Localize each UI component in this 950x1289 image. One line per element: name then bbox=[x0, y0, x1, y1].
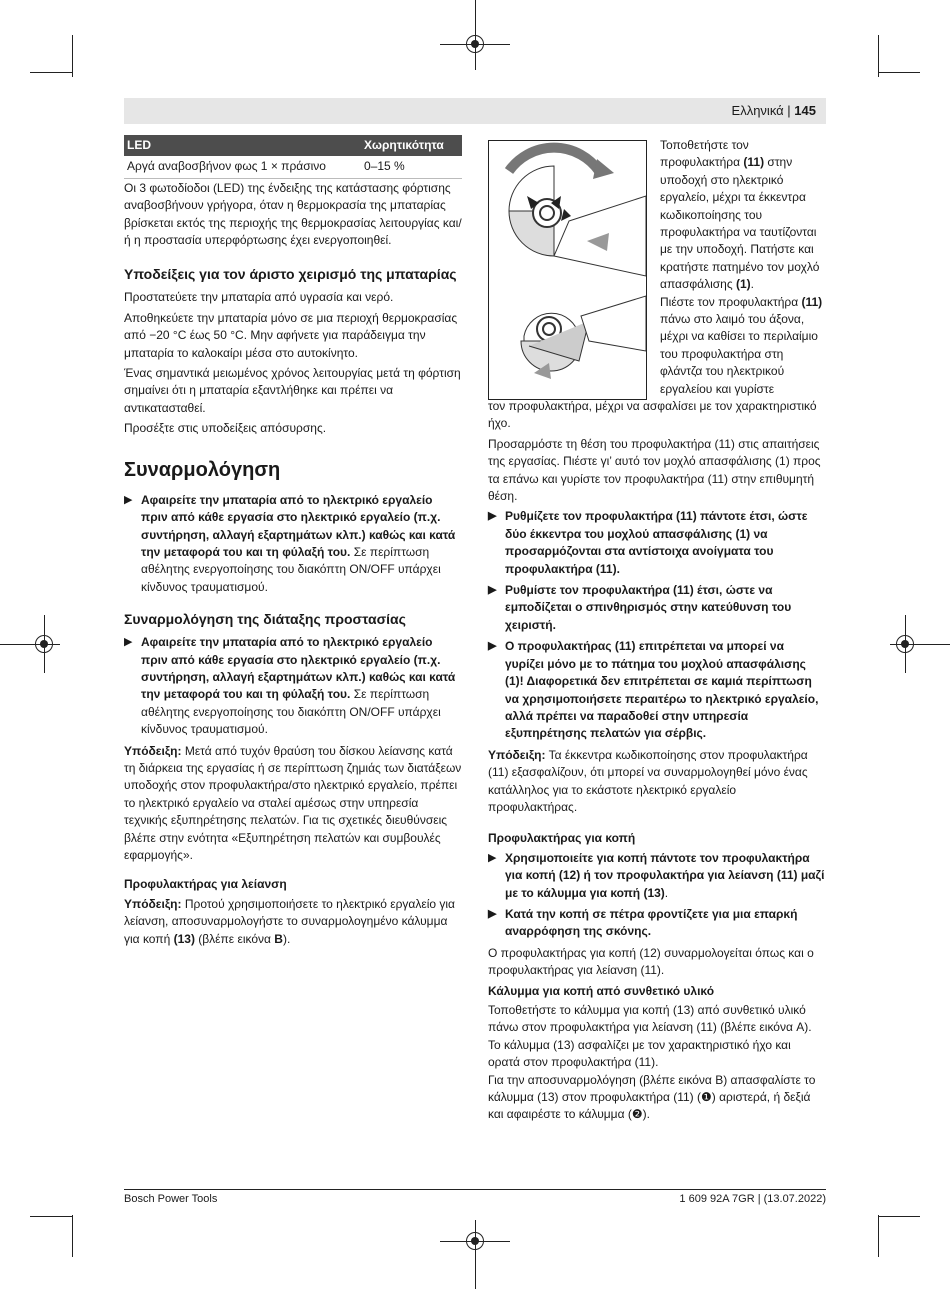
crop-mark bbox=[878, 35, 879, 77]
note-label: Υπόδειξη: bbox=[488, 747, 546, 762]
bullet-text: Ρυθμίστε τον προφυλακτήρα (11) έτσι, ώστε να εμποδίζεται ο σπινθηρισμός στην κατεύθυνση του χειριστή. bbox=[505, 583, 792, 632]
note-label: Υπόδειξη: bbox=[124, 896, 182, 911]
ref-number: (11) bbox=[743, 155, 765, 170]
tool-body-icon bbox=[554, 196, 646, 276]
guard-assembly-figure bbox=[488, 140, 647, 400]
text: στην υποδοχή στο ηλεκτρικό εργαλείο, μέχρι τα έκκεντρα κωδικοποίησης του προφυλακτήρα να ταυτίζονται με την υποδοχή. Πατήστε και κρατήστε πατημένο τον μοχλό απασφάλισης bbox=[660, 155, 820, 292]
bullet-triangle-icon: ▶ bbox=[488, 851, 497, 864]
heading-cutting-guard: Προφυλακτήρας για κοπή bbox=[488, 831, 636, 846]
note-text: ). bbox=[282, 931, 291, 946]
crop-mark bbox=[475, 1220, 476, 1289]
bullet-text: Ο προφυλακτήρας (11) επιτρέπεται να μπορεί να γυρίζει μόνο με το πάτημα του μοχλού απασφάλισης (1)! Διαφορετικά δεν επιτρέπεται σε καμιά περίπτωση να χρησιμοποιήσετε περαιτέρω το ηλεκτρικό εργαλείο, αλλά πρέπει να παραδοθεί στην υπηρεσία εξυπηρέτησης πελατών για σέρβις. bbox=[505, 639, 819, 741]
left-column bbox=[124, 135, 462, 951]
ref-number: (1) bbox=[735, 277, 751, 292]
note-label: Υπόδειξη: bbox=[124, 743, 182, 758]
heading-assembly: Συναρμολόγηση bbox=[124, 458, 281, 481]
footer-doc-id: 1 609 92A 7GR | (13.07.2022) bbox=[679, 1193, 826, 1205]
bullet-text: Κατά την κοπή σε πέτρα φροντίζετε για μια επαρκή αναρρόφηση της σκόνης. bbox=[505, 906, 798, 939]
heading-protection-assembly: Συναρμολόγηση της διάταξης προστασίας bbox=[124, 611, 406, 628]
paragraph: Αποθηκεύετε την μπαταρία μόνο σε μια περιοχή θερμοκρασίας από −20 °C έως 50 °C. Μην αφήνετε για παράδειγμα την μπαταρία το καλοκαίρι μέσα στο αυτοκίνητο. bbox=[124, 310, 458, 360]
crop-mark bbox=[878, 1215, 879, 1257]
crop-mark bbox=[30, 1216, 72, 1217]
ref-number: (13) bbox=[173, 931, 195, 946]
header-text: Ελληνικά | 145 bbox=[731, 103, 816, 118]
bullet-text: Σε περίπτωση αθέλητης ενεργοποίησης του διακόπτη ON/OFF υπάρχει κίνδυνος τραυματισμού. bbox=[141, 687, 441, 737]
registration-mark bbox=[35, 635, 53, 653]
page-number: 145 bbox=[794, 103, 816, 118]
note-paragraph bbox=[124, 743, 462, 865]
header-language: Ελληνικά bbox=[731, 103, 784, 118]
bullet-text: Ρυθμίζετε τον προφυλακτήρα (11) πάντοτε έτσι, ώστε δύο έκκεντρα του μοχλού απασφάλισης (1) να προσαρμόζονται στα αντίστοιχα ανοίγματα του προφυλακτήρα (11). bbox=[505, 509, 808, 576]
led-table-cell: Αργά αναβοσβήνον φως 1 × πράσινο bbox=[124, 156, 361, 178]
led-note: Οι 3 φωτοδίοδοι (LED) της ένδειξης της κατάστασης φόρτισης αναβοσβήνουν γρήγορα, όταν η θερμοκρασία της μπαταρίας βρίσκεται εκτός της περιοχής της θερμοκρασίας λειτουργίας και/ή η προστασία υπερφόρτωσης έχει ενεργοποιηθεί. bbox=[124, 180, 462, 248]
warning-bullet bbox=[124, 634, 462, 738]
warning-bullet bbox=[488, 638, 826, 742]
heading-cutting-cover: Κάλυμμα για κοπή από συνθετικό υλικό bbox=[488, 983, 715, 998]
note-text: Μετά από τυχόν θραύση του δίσκου λείανσης κατά τη διάρκεια της εργασίας ή σε περίπτωση ζημιάς των διατάξεων υποδοχής στον προφυλακτήρα/στο ηλεκτρικό εργαλείο, πρέπει το ηλεκτρικό εργαλείο να σταλεί αμέσως στην υπηρεσία τεχνικής εξυπηρέτησης πελατών. Για τις σχετικές διευθύνσεις βλέπε στην ενότητα «Εξυπηρέτηση πελατών και συμβουλές εφαρμογής». bbox=[124, 743, 462, 862]
led-table bbox=[124, 135, 462, 179]
right-column bbox=[488, 398, 826, 1127]
text: Τοποθετήστε τον προφυλακτήρα bbox=[660, 138, 749, 170]
bullet-bold-text: Αφαιρείτε την μπαταρία από το ηλεκτρικό εργαλείο πριν από κάθε εργασία στο ηλεκτρικό εργαλείο (π.χ. συντήρηση, αλλαγή εξαρτημάτων κλπ.) καθώς και κατά την μεταφορά του και τη φύλαξή του. bbox=[141, 635, 456, 702]
guard-illustration bbox=[489, 141, 646, 399]
bullet-triangle-icon: ▶ bbox=[488, 640, 497, 653]
bullet-triangle-icon: ▶ bbox=[488, 907, 497, 920]
paragraph bbox=[660, 294, 826, 398]
paragraph: Προσέξτε στις υποδείξεις απόσυρσης. bbox=[124, 421, 327, 436]
registration-mark bbox=[896, 635, 914, 653]
registration-mark bbox=[466, 1232, 484, 1250]
bullet-triangle-icon: ▶ bbox=[124, 636, 133, 649]
paragraph: Για την αποσυναρμολόγηση (βλέπε εικόνα B) απασφαλίστε το κάλυμμα (13) στον προφυλακτήρα (11) (❶) αριστερά, ή δεξιά και αφαιρέστε το κάλυμμα (❷). bbox=[488, 1072, 816, 1122]
paragraph: Προσαρμόστε τη θέση του προφυλακτήρα (11) στις απαιτήσεις της εργασίας. Πιέστε γι’ αυτό τον μοχλό απασφάλισης (1) προς τα επάνω και γυρίστε τον προφυλακτήρα (11) στην επιθυμητή θέση. bbox=[488, 436, 821, 504]
page-header bbox=[124, 98, 826, 124]
text: Πιέστε τον προφυλακτήρα bbox=[660, 294, 802, 309]
note-paragraph bbox=[124, 896, 462, 948]
bullet-text: Σε περίπτωση αθέλητης ενεργοποίησης του διακόπτη ON/OFF υπάρχει κίνδυνος τραυματισμού. bbox=[141, 544, 441, 594]
heading-battery-handling: Υποδείξεις για τον άριστο χειρισμό της μπαταρίας bbox=[124, 266, 457, 283]
led-table-header-capacity: Χωρητικότητα bbox=[361, 135, 462, 156]
paragraph: τον προφυλακτήρα, μέχρι να ασφαλίσει με τον χαρακτηριστικό ήχο. bbox=[488, 399, 817, 431]
note-text: Τα έκκεντρα κωδικοποίησης στον προφυλακτήρα (11) εξασφαλίζουν, ότι μπορεί να συναρμολογηθεί μόνο ένας κατάλληλος για το εκάστοτε ηλεκτρικό εργαλείο προφυλακτήρας. bbox=[488, 747, 808, 814]
paragraph: Ένας σημαντικά μειωμένος χρόνος λειτουργίας μετά τη φόρτιση σημαίνει ότι η μπαταρία εξαντλήθηκε και πρέπει να αντικατασταθεί. bbox=[124, 366, 461, 415]
note-text: (βλέπε εικόνα bbox=[194, 931, 275, 946]
bullet-text: Χρησιμοποιείτε για κοπή πάντοτε τον προφυλακτήρα για κοπή (12) ή τον προφυλακτήρα για λείανση (11) μαζί με το κάλυμμα για κοπή (13) bbox=[505, 850, 825, 900]
bullet-text: . bbox=[664, 885, 669, 900]
note-paragraph bbox=[488, 747, 826, 817]
footer-rule bbox=[124, 1189, 826, 1190]
bullet-triangle-icon: ▶ bbox=[488, 510, 497, 523]
warning-bullet bbox=[488, 508, 826, 578]
paragraph: Τοποθετήστε το κάλυμμα για κοπή (13) από συνθετικό υλικό πάνω στον προφυλακτήρα για λείανση (11) (βλέπε εικόνα A). Το κάλυμμα (13) ασφαλίζει με τον χαρακτηριστικό ήχο και ορατά στον προφυλακτήρα (11). bbox=[488, 1003, 812, 1070]
led-table-cell: 0–15 % bbox=[361, 156, 462, 178]
figure-side-text bbox=[660, 137, 826, 398]
bullet-triangle-icon: ▶ bbox=[488, 584, 497, 597]
crop-mark bbox=[878, 72, 920, 73]
registration-mark bbox=[466, 35, 484, 53]
paragraph: Ο προφυλακτήρας για κοπή (12) συναρμολογείται όπως και ο προφυλακτήρας για λείανση (11). bbox=[488, 945, 814, 978]
crop-mark bbox=[72, 35, 73, 77]
led-table-header-led: LED bbox=[124, 135, 361, 156]
paragraph bbox=[660, 137, 826, 294]
text: πάνω στο λαιμό του άξονα, μέχρι να καθίσει το περιλαίμιο του προφυλακτήρα στη φλάντζα του ηλεκτρικού εργαλείου και γυρίστε bbox=[660, 312, 818, 396]
warning-bullet bbox=[124, 492, 462, 596]
bullet-triangle-icon: ▶ bbox=[124, 493, 133, 506]
heading-grinding-guard: Προφυλακτήρας για λείανση bbox=[124, 877, 287, 892]
figure-ref: B bbox=[274, 931, 283, 946]
text: . bbox=[750, 277, 754, 292]
tool-body-icon bbox=[581, 296, 646, 351]
note-text: Προτού χρησιμοποιήσετε το ηλεκτρικό εργαλείο για λείανση, αποσυναρμολογήστε το συναρμολογημένο κάλυμμα για κοπή bbox=[124, 896, 455, 946]
crop-mark bbox=[72, 1215, 73, 1257]
bullet-bold-text: Αφαιρείτε την μπαταρία από το ηλεκτρικό εργαλείο πριν από κάθε εργασία στο ηλεκτρικό εργαλείο (π.χ. συντήρηση, αλλαγή εξαρτημάτων κλπ.) καθώς και κατά την μεταφορά του και τη φύλαξή του. bbox=[141, 492, 456, 559]
crop-mark bbox=[878, 1216, 920, 1217]
warning-bullet bbox=[488, 850, 826, 902]
paragraph: Προστατεύετε την μπαταρία από υγρασία και νερό. bbox=[124, 290, 394, 305]
footer-brand: Bosch Power Tools bbox=[124, 1193, 218, 1205]
warning-bullet bbox=[488, 906, 826, 941]
warning-bullet bbox=[488, 582, 826, 634]
crop-mark bbox=[30, 72, 72, 73]
ref-number: (11) bbox=[801, 294, 823, 309]
